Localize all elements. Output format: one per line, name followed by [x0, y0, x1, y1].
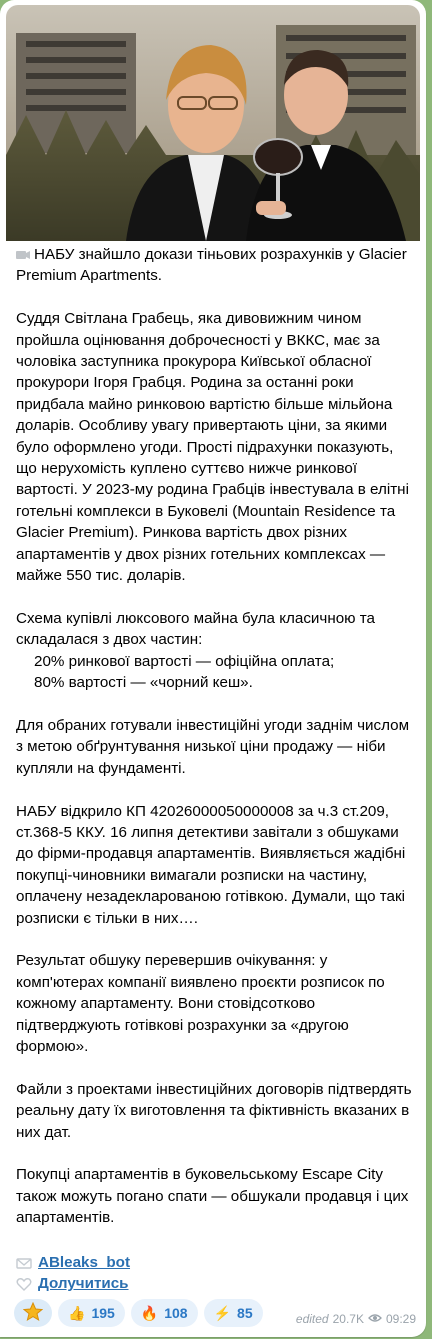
envelope-icon [16, 1255, 32, 1271]
reaction-thumbs-up[interactable] [58, 1299, 125, 1327]
fire-icon: 🔥 [140, 1304, 159, 1321]
post-links [16, 1252, 316, 1294]
star-reaction-button[interactable] [14, 1299, 52, 1327]
paragraph-1: Суддя Світлана Грабець, яка дивовижним чином пройшла оцінювання доброчесності у ВККС, має за чоловіка заступника прокурора Київської обласної прокурори Ігоря Грабця. Родина за останні роки придбала майно ринковою вартістю більше мільйона доларів. Особливу увагу привертають ціни, за якими було оформлено угоди. Прості підрахунки показують, що нерухомість куплено суттєво нижче ринкової вартості. У 2023-му родина Грабців інвестувала в елітні готельні комплекси в Буковелі (Mountain Residence та Glacier Premium). Ринкова вартість двох різних апартаментів у двох різних готельних комплексах — майже 550 тис. доларів. [16, 310, 409, 585]
paragraph-5: Результат обшуку перевершив очікування: у комп'ютерах компанії виявлено проєкти розписок по кожному апартаменту. Вони стовідсотково підтверджують готівкові розрахунки за «другою формою». [16, 952, 385, 1055]
camera-icon [16, 245, 30, 257]
message-meta [296, 1312, 416, 1326]
post-text [16, 244, 414, 1229]
star-icon [23, 1302, 43, 1325]
join-link[interactable]: Долучитись [38, 1275, 129, 1292]
view-count: 20.7K [332, 1312, 364, 1326]
paragraph-2-intro: Схема купівлі люксового майна була класичною та складалася з двох частин: [16, 609, 375, 649]
bot-link[interactable]: ABleaks_bot [38, 1254, 131, 1271]
paragraph-6: Файли з проектами інвестиційних договорів підтвердять реальну дату їх виготовлення та фіктивність вказаних в них дат. [16, 1080, 412, 1141]
edited-label: edited [295, 1312, 329, 1326]
paragraph-7: Покупці апартаментів в буковельському Escape City також можуть погано спати — обшукали продавця і цих апартаментів. [16, 1166, 409, 1227]
paragraph-4: НАБУ відкрило КП 42026000050000008 за ч.3 ст.209, ст.368-5 ККУ. 16 липня детективи завітали з обшуками до фірми-продавця апартаментів. Виявляється жадібні покупці-чиновники вимагали розписки на частину, оплачену незадекларованою готівкою. Думали, що такі розписки є тільки в них…. [16, 802, 406, 927]
heart-icon [16, 1276, 32, 1292]
bot-link-row [16, 1252, 316, 1273]
paragraph-3: Для обраних готували інвестиційні угоди заднім числом з метою обґрунтування низької ціни продажу — ніби купляли на фундаменті. [16, 716, 410, 777]
scheme-item-2: 80% вартості — «чорний кеш». [34, 674, 253, 692]
message-time: 09:29 [385, 1312, 416, 1326]
reaction-count: 195 [91, 1305, 115, 1321]
headline-paragraph [16, 244, 414, 287]
lightning-icon: ⚡ [213, 1304, 232, 1321]
photo-collage [6, 5, 420, 241]
reaction-fire[interactable] [131, 1299, 198, 1327]
join-link-row [16, 1273, 316, 1294]
scheme-item-1: 20% ринкової вартості — офіційна оплата; [34, 652, 335, 670]
eye-icon [368, 1312, 382, 1326]
headline-text: НАБУ знайшло докази тіньових розрахунків у Glacier Premium Apartments. [16, 246, 407, 285]
post-image[interactable] [6, 5, 420, 241]
reaction-lightning[interactable] [204, 1299, 263, 1327]
reactions-bar [14, 1298, 263, 1328]
reaction-count: 85 [237, 1305, 253, 1321]
reaction-count: 108 [164, 1305, 188, 1321]
thumbs-up-icon: 👍 [68, 1304, 86, 1321]
